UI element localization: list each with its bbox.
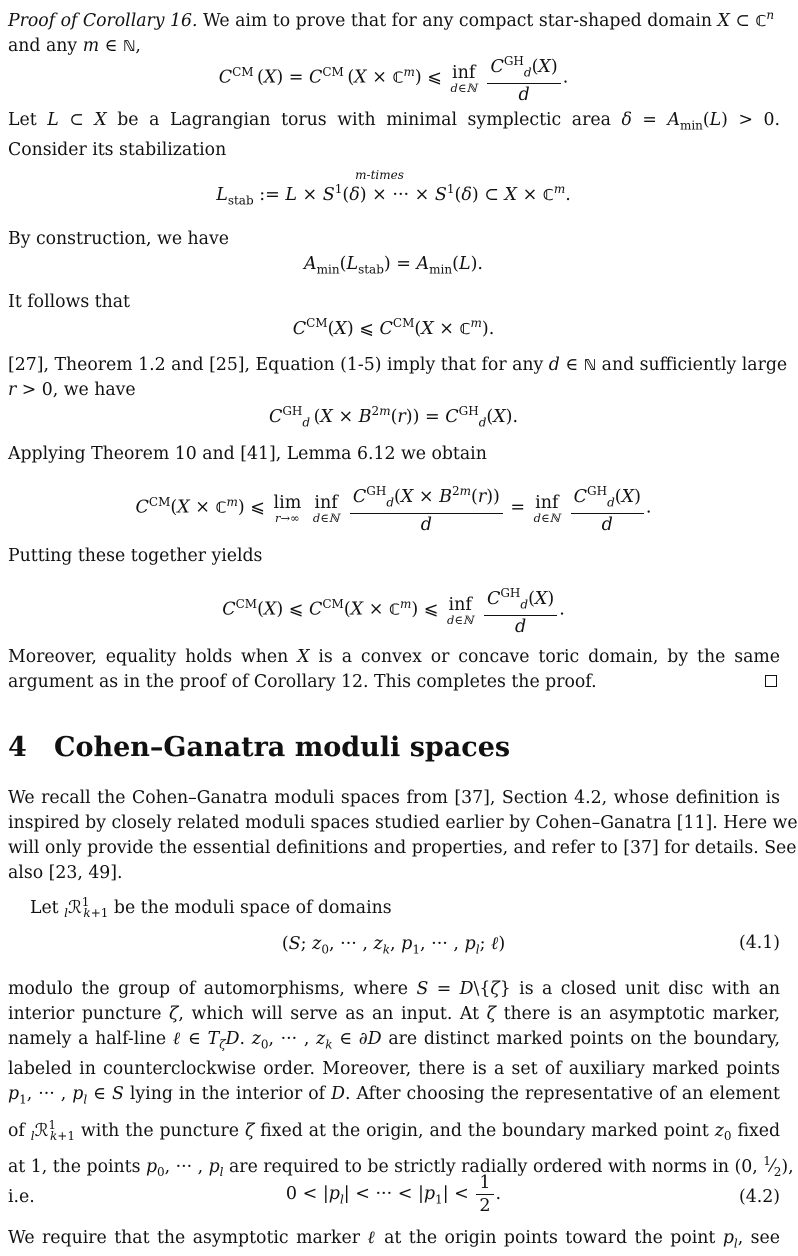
proof-paragraph-8: Moreover, equality holds when X is a convex or concave toric domain, by the same argument as in the proof of Corollary 12. This completes the proof. (8, 647, 781, 692)
equation-amin: $A_{min}(L_{stab}) = A_{min}(L)$. (304, 254, 483, 277)
proof-paragraph-4: It follows that (8, 292, 130, 312)
proof-paragraph-2: Let L ⊂ X be a Lagrangian torus with minimal symplectic area $\delta = A_{min}(L) > 0$. Consider its stabilization (8, 110, 781, 161)
proof-paragraph-6: Applying Theorem 10 and [41], Lemma 6.12 we obtain (8, 444, 487, 464)
equation-number-4-2: (4.2) (739, 1187, 780, 1207)
section-title: Cohen–Ganatra moduli spaces (54, 732, 511, 763)
equation-stabilization: $L_{stab}$ := $L \times S^1(\delta)$ × m-times ··· × $S^1(\delta)$ ⊂ X × ℂ$^m$. (216, 167, 571, 208)
section-paragraph-3: modulo the group of automorphisms, where S = D\{ζ} is a closed unit disc with an interior puncture ζ, which will serve as an input. At ζ there is an asymptotic marker, namely a half-line ℓ ∈ $T_\zeta D$. $z_0$, ··· , $z_k$ ∈ ∂D are distinct marked points on the boundary, labeled in counterclockwise order. Moreover, there is a set of auxiliary marked points $p_1$, ··· , $p_l$ ∈ S lying in the interior of D. After choosing the representative of an element of $_l$ℛ$^1_{k+1}$ with the puncture ζ fixed at the origin, and the boundary marked point $z_0$ fixed at 1, the points $p_0$, ··· , $p_l$ are required to be strictly radially ordered with norms in (0, $^1⁄_2$), i.e. (8, 979, 794, 1208)
proof-title: Proof of Corollary 16. (8, 10, 198, 31)
equation-4-2: $0 < |p_l|$ < ··· < $|p_1|$ < $\frac{1}{2}$ . (285, 1173, 502, 1216)
equation-limit: $C^{CM}(X$ × ℂ$^m$) ⩽ lim r→∞ inf d∈ℕ $\frac{C^{GH}_d(X \times B^{2m}(r))}{d}$ = inf d∈ℕ $\frac{C^{GH}_d(X)}{d}$ . (0, 480, 787, 536)
proof-intro-text: We aim to prove that for any compact star-shaped domain X ⊂ ℂ$^n$ (197, 8, 775, 31)
equation-4-1: (S; $z_0$, ··· , $z_k$, $p_1$, ··· , $p_l$; ℓ) (281, 934, 506, 957)
proof-paragraph-3: By construction, we have (8, 229, 229, 249)
section-heading (8, 732, 510, 763)
proof-paragraph-7: Putting these together yields (8, 546, 263, 566)
section-paragraph-1: We recall the Cohen–Ganatra moduli spaces from [37], Section 4.2, whose definition is inspired by closely related moduli spaces studied earlier by Cohen–Ganatra [11]. Here we will only provide the essential definitions and properties, and refer to [37] for details. See also [23, 49]. (8, 788, 798, 883)
m-times-label: m-times (355, 167, 404, 182)
equation-capacity: $C^{GH}_d$ $(X \times B^{2m}(r)) = C^{GH}_d(X)$. (268, 404, 519, 430)
proof-intro-line-2: and any m ∈ ℕ, (8, 35, 141, 56)
section-paragraph-4: We require that the asymptotic marker ℓ at the origin points toward the point $p_l$, see (8, 1228, 781, 1251)
equation-number-4-1: (4.1) (739, 933, 780, 953)
section-number: 4 (8, 732, 27, 763)
equation-final: $C^{CM}(X)$ ⩽ $C^{CM}(X$ × ℂ$^m$) ⩽ inf d∈ℕ $\frac{C^{GH}_d(X)}{d}$ . (0, 582, 787, 638)
equation-inequality-1: $C^{CM}(X)$ ⩽ $C^{CM}(X$ × ℂ$^m$). (292, 316, 495, 339)
proof-paragraph-5: [27], Theorem 1.2 and [25], Equation (1-5) imply that for any d ∈ ℕ and sufficiently large r > 0, we have (8, 355, 788, 400)
section-paragraph-2: Let $_l$ℛ$^1_{k+1}$ be the moduli space of domains (8, 895, 392, 921)
equation-1: $C^{CM}$ $(X) = C^{CM}$ (X × ℂ$^m$) ⩽ inf d∈ℕ $\frac{C^{GH}_d(X)}{d}$ . (0, 50, 787, 106)
qed-box-icon (765, 675, 777, 687)
